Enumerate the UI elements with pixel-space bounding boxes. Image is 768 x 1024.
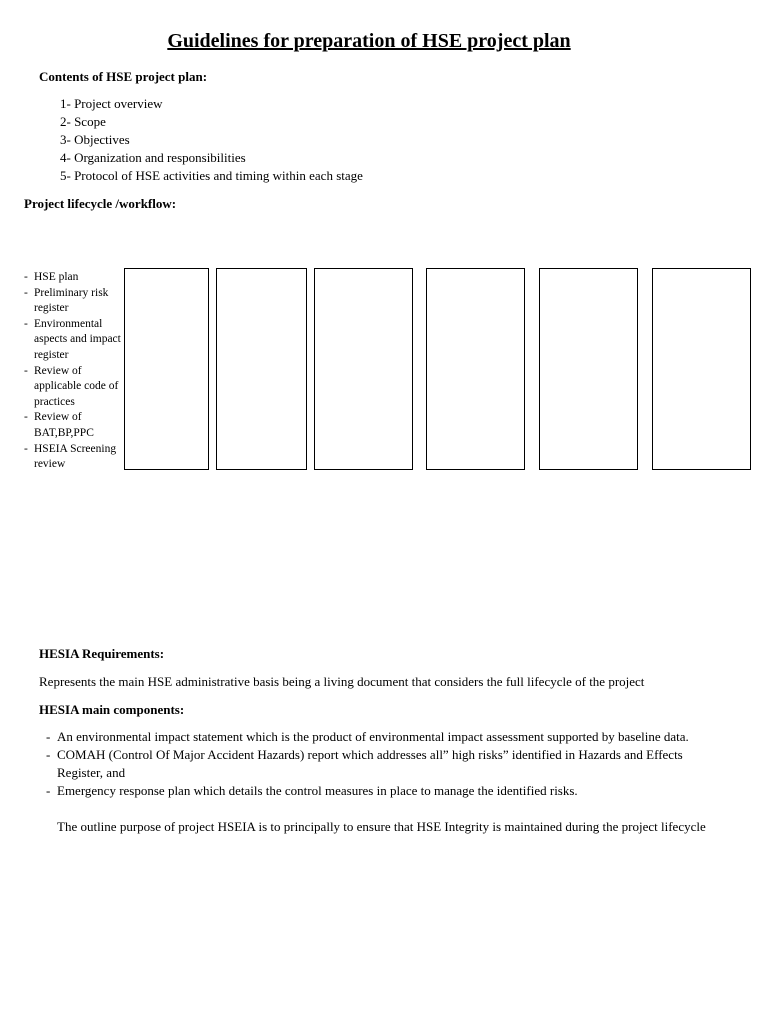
page-title: Guidelines for preparation of HSE project plan <box>167 30 571 52</box>
purpose-text: The outline purpose of project HSEIA is to principally to ensure that HSE Integrity is maintained during the project lifecycle <box>57 819 706 834</box>
stage-box-6 <box>652 268 751 470</box>
contents-list <box>60 95 363 185</box>
first-stage-list <box>24 270 124 473</box>
requirements-heading: HESIA Requirements: <box>39 646 165 661</box>
contents-item: 2- Scope <box>60 114 106 129</box>
contents-heading: Contents of HSE project plan: <box>39 69 208 84</box>
stage-box-4 <box>426 268 525 470</box>
component-item: - An environmental impact statement which is the product of environmental impact assessment supported by baseline data. <box>46 729 689 744</box>
stage-item: - Review of applicable code of practices <box>24 364 119 408</box>
stage-box-2 <box>216 268 307 470</box>
stage-box-3 <box>314 268 413 470</box>
stage-item: - Environmental aspects and impact register <box>24 317 121 361</box>
stage-item: - Review of BAT,BP,PPC <box>24 411 94 439</box>
stage-box-1 <box>124 268 209 470</box>
stage-item: - Preliminary risk register <box>24 286 109 315</box>
contents-item: 3- Objectives <box>60 132 130 147</box>
contents-item: 4- Organization and responsibilities <box>60 150 246 165</box>
component-item: - Emergency response plan which details the control measures in place to manage the identified risks. <box>46 783 578 798</box>
component-item: - COMAH (Control Of Major Accident Hazards) report which addresses all” high risks” identified in Hazards and Effects Register, and <box>46 747 683 780</box>
stage-item: - HSEIA Screening review <box>24 442 117 471</box>
components-list <box>44 728 704 800</box>
components-heading: HESIA main components: <box>39 702 185 717</box>
contents-item: 5- Protocol of HSE activities and timing within each stage <box>60 168 363 183</box>
requirements-text: Represents the main HSE administrative basis being a living document that considers the full lifecycle of the project <box>39 674 645 689</box>
stage-box-5 <box>539 268 638 470</box>
contents-item: 1- Project overview <box>60 96 163 111</box>
lifecycle-heading: Project lifecycle /workflow: <box>24 196 177 211</box>
stage-item: - HSE plan <box>24 271 79 283</box>
